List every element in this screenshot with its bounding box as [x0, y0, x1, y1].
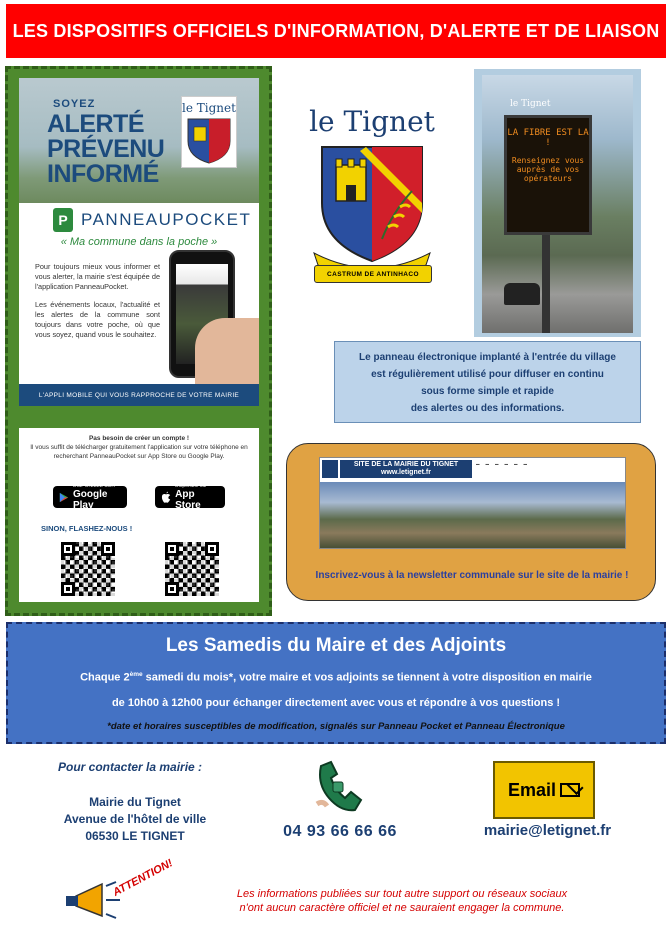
qr-code-apple-icon[interactable]	[165, 542, 219, 596]
flyer-brand-name: PANNEAUPOCKET	[81, 210, 252, 229]
newsletter-caption: Inscrivez-vous à la newsletter communale sur le site de la mairie !	[315, 570, 629, 581]
apple-icon	[161, 491, 171, 504]
panel-caption-line: des alertes ou des informations.	[410, 403, 565, 414]
website-nav: ▬ ▬ ▬ ▬ ▬ ▬	[476, 462, 527, 466]
panneaupocket-logo-icon: P	[53, 208, 73, 232]
town-logo-motto: CASTRUM DE ANTINHACO	[314, 265, 432, 283]
hand-icon	[195, 318, 259, 384]
panel-screen-line: LA FIBRE EST LA !	[507, 128, 589, 148]
town-logo	[308, 105, 436, 287]
panel-caption-line: est régulièrement utilisé pour diffuser en continu	[371, 369, 604, 380]
website-title-text: SITE DE LA MAIRIE DU TIGNET	[353, 461, 459, 468]
flyer-headline	[47, 112, 164, 187]
flash-label: SINON, FLASHEZ-NOUS !	[41, 524, 133, 533]
headline-line: INFORMÉ	[47, 160, 159, 188]
electronic-panel-photo	[482, 75, 633, 333]
telephone-icon	[311, 760, 363, 816]
google-play-button[interactable]	[53, 483, 127, 511]
google-play-label: Google Play	[72, 489, 108, 511]
download-note-body: Il vous suffit de télécharger gratuitement l'application sur votre téléphone en recherchant PanneauPocket sur App Store ou Google Play.	[30, 444, 248, 460]
samedis-note: *date et horaires susceptibles de modification, signalés sur Panneau Pocket et Panneau Électronique	[107, 721, 565, 732]
panneaupocket-flyer	[19, 78, 259, 406]
flyer-footer: L'APPLI MOBILE QUI VOUS RAPPROCHE DE VOTRE MAIRIE	[19, 384, 259, 406]
disclaimer-line: Les informations publiées sur tout autre support ou réseaux sociaux	[236, 888, 568, 900]
samedis-line1: Chaque 2ème samedi du mois*, votre maire et vos adjoints se tiennent à votre disposition en mairie	[80, 671, 592, 684]
flyer-text	[35, 262, 160, 348]
email-badge	[493, 761, 595, 819]
website-header	[320, 458, 626, 480]
website-screenshot[interactable]	[319, 457, 626, 549]
headline-line: PRÉVENU	[47, 135, 165, 163]
panel-caption-line: sous forme simple et rapide	[421, 386, 554, 397]
flyer-paragraph: Pour toujours mieux vous informer et vous alerter, la mairie s'est équipée de l'application PanneauPocket.	[35, 262, 160, 291]
car-icon	[504, 283, 540, 305]
download-card	[19, 428, 259, 602]
contact-heading: Pour contacter la mairie :	[58, 760, 203, 774]
flyer-logo-text: le Tignet	[182, 101, 236, 115]
panel-caption-line: Le panneau électronique implanté à l'entrée du village	[359, 352, 616, 363]
disclaimer-line: n'ont aucun caractère officiel et ne sauraient engager la commune.	[239, 902, 565, 914]
contact-address	[50, 794, 220, 845]
download-note	[19, 434, 259, 461]
address-line: Avenue de l'hôtel de ville	[63, 812, 207, 826]
app-store-label: App Store	[175, 489, 201, 511]
samedis-line2: de 10h00 à 12h00 pour échanger directement avec vous et répondre à vos questions !	[111, 697, 561, 709]
electronic-panel-photo-frame	[474, 69, 641, 337]
panel-post	[542, 235, 550, 333]
coat-of-arms-icon	[308, 143, 436, 273]
website-title	[340, 460, 472, 478]
website-village-photo	[320, 482, 626, 549]
email-label: Email	[507, 779, 557, 800]
address-line: Mairie du Tignet	[89, 795, 181, 809]
panel-caption	[334, 341, 641, 423]
panel-sign-title: le Tignet	[510, 99, 551, 109]
flyer-brand	[53, 208, 251, 232]
panel-screen	[504, 115, 592, 235]
google-play-icon	[59, 491, 69, 504]
app-store-small: Disponible sur	[175, 483, 207, 489]
flyer-town-logo	[181, 96, 237, 168]
website-url: www.letignet.fr	[381, 469, 431, 476]
town-logo-name: le Tignet	[309, 105, 435, 138]
app-store-button[interactable]	[155, 483, 225, 511]
qr-code-google-icon[interactable]	[61, 542, 115, 596]
phone-number[interactable]: 04 93 66 66 66	[283, 823, 397, 840]
website-logo-icon	[322, 460, 338, 478]
flyer-soyez: SOYEZ	[53, 98, 96, 110]
envelope-icon	[560, 783, 580, 797]
coat-of-arms-icon	[182, 115, 236, 165]
address-line: 06530 LE TIGNET	[85, 829, 185, 843]
flyer-motto: « Ma commune dans la poche »	[60, 236, 218, 248]
email-address[interactable]: mairie@letignet.fr	[483, 822, 612, 839]
google-play-small: DISPONIBLE SUR	[72, 483, 115, 489]
samedis-title: Les Samedis du Maire et des Adjoints	[165, 635, 507, 656]
samedis-banner	[6, 622, 666, 744]
panel-screen-line: Renseignez vous auprès de vos opérateurs	[511, 156, 585, 183]
page-title: LES DISPOSITIFS OFFICIELS D'INFORMATION, D'ALERTE ET DE LIAISON	[6, 4, 666, 58]
download-note-title: Pas besoin de créer un compte !	[88, 435, 190, 442]
flyer-paragraph: Les événements locaux, l'actualité et les alertes de la commune sont toujours dans votre poche, où que vous soyez, quand vous le souhaitez.	[35, 300, 160, 339]
nav-bar: ▬	[476, 462, 480, 466]
headline-line: ALERTÉ	[47, 110, 144, 138]
website-box	[286, 443, 656, 601]
disclaimer-text	[182, 887, 622, 915]
attention-label: ATTENTION!	[111, 857, 175, 899]
